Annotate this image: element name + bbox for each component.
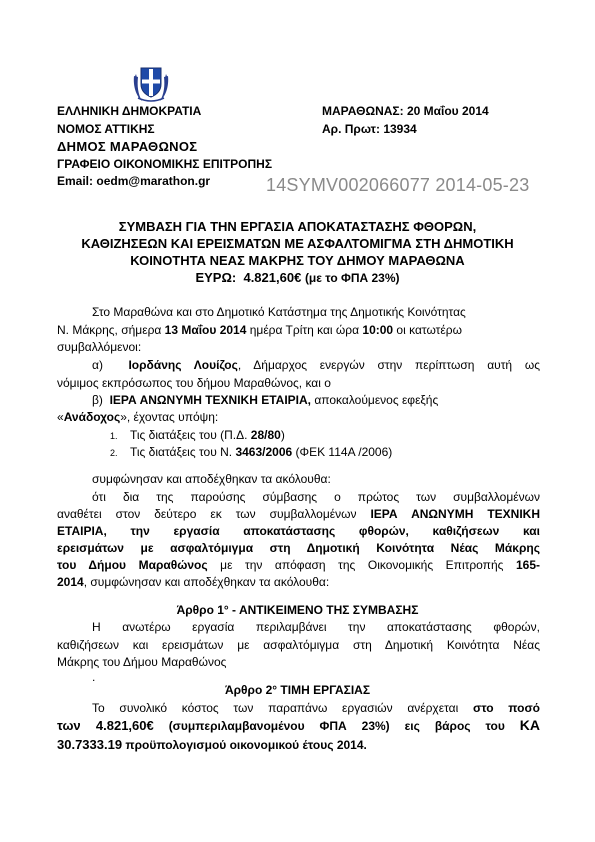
contract-amount: 4.821,60€ [95, 718, 154, 733]
place-date: ΜΑΡΑΘΩΝΑΣ: 20 Μαΐου 2014 [322, 104, 489, 118]
title-amount [40, 270, 555, 286]
header-office: ΓΡΑΦΕΙΟ ΟΙΚΟΝΟΜΙΚΗΣ ΕΠΙΤΡΟΠΗΣ [57, 157, 273, 171]
list-number: 2. [110, 448, 118, 458]
agreement-text: αναθέτει στον δεύτερο εκ των συμβαλλομένων [57, 507, 371, 521]
consideration-item [110, 445, 392, 460]
decision-year: 2014 [57, 575, 84, 589]
amount-value: 4.821,60€ [243, 270, 302, 285]
article-1-line-3: Μάκρης του Δήμου Μαραθώνος [57, 655, 227, 669]
article-1-heading [40, 603, 555, 617]
header-municipality: ΔΗΜΟΣ ΜΑΡΑΘΩΝΟΣ [57, 139, 198, 154]
intro-line-1: Στο Μαραθώνα και στο Δημοτικό Κατάστημα της Δημοτικής Κοινότητας [92, 305, 466, 319]
work-description: την εργασία αποκατάστασης φθορών, καθιζήσεων και [130, 524, 540, 538]
party-b-marker: β) [92, 393, 103, 407]
article-text: Το συνολικό κόστος των παραπάνω εργασιών ανέρχεται [92, 701, 473, 715]
work-description: του Δήμου Μαραθώνος [57, 558, 208, 572]
article-1-line-2: καθιζήσεων και ερεισμάτων με ασφαλτόμιγμα στη Δημοτική Κοινότητα Νέας [57, 638, 540, 652]
article-number: Άρθρο 1° - [176, 603, 239, 617]
title-line-2: ΚΑΘΙΖΗΣΕΩΝ ΚΑΙ ΕΡΕΙΣΜΑΤΩΝ ΜΕ ΑΣΦΑΛΤΟΜΙΓΜΑ ΣΤΗ ΔΗΜΟΤΙΚΗ [81, 236, 514, 251]
agreement-text: , συμφώνησαν και αποδέχθηκαν τα ακόλουθα: [83, 575, 330, 589]
article-2-line-2 [57, 718, 540, 734]
article-2-line-3 [57, 737, 367, 753]
amount-phrase: στο ποσό [472, 701, 540, 715]
party-b-line-1 [92, 393, 438, 407]
consideration-text: ) [280, 428, 285, 442]
article-title: ΑΝΤΙΚΕΙΜΕΝΟ ΤΗΣ ΣΥΜΒΑΣΗΣ [238, 603, 419, 617]
consideration-ref: 28/80 [250, 428, 281, 442]
header-email-line [57, 174, 210, 188]
article-1-line-1: Η ανωτέρω εργασία περιλαμβάνει την αποκατάστασης φθορών, [92, 620, 540, 634]
contractor-name: ΙΕΡΑ ΑΝΩΝΥΜΗ ΤΕΧΝΙΚΗ [370, 507, 540, 521]
header-prefecture: ΝΟΜΟΣ ΑΤΤΙΚΗΣ [57, 122, 155, 136]
intro-line-3: συμβαλλόμενοι: [57, 340, 142, 354]
diavgeia-stamp: 14SYMV002066077 2014-05-23 [266, 175, 530, 195]
party-a-line-2: νόμιμος εκπρόσωπος του δήμου Μαραθώνος, και ο [57, 376, 331, 390]
greek-coat-of-arms-icon [130, 64, 172, 106]
article-text: (συμπεριλαμβανομένου ΦΠΑ 23%) εις βάρος του [153, 719, 520, 733]
amount-note: (με το ΦΠΑ 23%) [304, 271, 400, 285]
intro-line-2 [57, 323, 462, 337]
intro-time: 10:00 [362, 323, 394, 337]
consideration-text: Τις διατάξεις του (Π.Δ. [130, 428, 251, 442]
agreement-line-4 [57, 524, 540, 538]
decision-number: 165- [515, 558, 540, 572]
contractor-name: ΕΤΑΙΡΙΑ [57, 524, 104, 538]
agreement-line-5: ερεισμάτων με ασφαλτόμιγμα στη Δημοτική Κοινότητα Νέας Μάκρης [57, 541, 540, 555]
email-label: Email: [57, 174, 94, 188]
agreement-line-6 [57, 558, 540, 572]
consideration-text: (ΦΕΚ 114Α /2006) [292, 445, 393, 459]
agreement-line-1: συμφώνησαν και αποδέχθηκαν τα ακόλουθα: [92, 472, 331, 486]
party-a-line-1 [92, 358, 540, 372]
contractor-alias: Ανάδοχος [63, 410, 121, 424]
considering-text: », έχοντας υπόψη: [120, 410, 219, 424]
article-text: των [57, 718, 96, 733]
consideration-item [110, 428, 285, 443]
amount-label: ΕΥΡΩ: [195, 270, 237, 285]
header-country: ΕΛΛΗΝΙΚΗ ΔΗΜΟΚΡΑΤΙΑ [57, 104, 202, 118]
article-2-heading: Άρθρο 2° ΤΙΜΗ ΕΡΓΑΣΙΑΣ [224, 683, 371, 697]
budget-code-label: ΚΑ [519, 717, 541, 733]
agreement-text: , [103, 524, 131, 538]
intro-date: 13 Μαΐου 2014 [164, 323, 247, 337]
party-b-line-2 [57, 410, 218, 424]
title-line-1: ΣΥΜΒΑΣΗ ΓΙΑ ΤΗΝ ΕΡΓΑΣΙΑ ΑΠΟΚΑΤΑΣΤΑΣΗΣ ΦΘΟΡΩΝ, [118, 219, 477, 234]
title-line-3: ΚΟΙΝΟΤΗΤΑ ΝΕΑΣ ΜΑΚΡΗΣ ΤΟΥ ΔΗΜΟΥ ΜΑΡΑΘΩΝΑ [130, 253, 465, 268]
party-b-name: ΙΕΡΑ ΑΝΩΝΥΜΗ ΤΕΧΝΙΚΗ ΕΤΑΙΡΙΑ, [109, 393, 311, 407]
protocol-number: Αρ. Πρωτ: 13934 [322, 122, 417, 136]
intro-text: ημέρα Τρίτη και ώρα [246, 323, 363, 337]
party-a-role: , Δήμαρχος ενεργών στην περίπτωση αυτή ως [237, 358, 541, 372]
intro-text: Ν. Μάκρης, σήμερα [57, 323, 165, 337]
email-link[interactable]: oedm@marathon.gr [96, 174, 211, 188]
quote-open: « [57, 410, 64, 424]
intro-text: οι κατωτέρω [393, 323, 462, 337]
list-number: 1. [110, 431, 118, 441]
article-2-line-1 [92, 701, 540, 715]
agreement-line-2: ότι δια της παρούσης σύμβασης ο πρώτος των συμβαλλομένων [92, 490, 540, 504]
article-1-dot: . [92, 670, 96, 684]
agreement-text: με την απόφαση της Οικονομικής Επιτροπής [207, 558, 516, 572]
article-text: προϋπολογισμού οικονομικού έτους 2014. [122, 738, 367, 752]
party-a-name: Ιορδάνης Λουίζος [128, 358, 238, 372]
party-b-role: αποκαλούμενος εφεξής [311, 393, 439, 407]
consideration-ref: 3463/2006 [235, 445, 293, 459]
agreement-line-7 [57, 575, 329, 589]
agreement-line-3 [57, 507, 540, 521]
budget-code: 30.7333.19 [57, 737, 123, 752]
consideration-text: Τις διατάξεις του Ν. [130, 445, 236, 459]
party-a-marker: α) [92, 358, 103, 372]
